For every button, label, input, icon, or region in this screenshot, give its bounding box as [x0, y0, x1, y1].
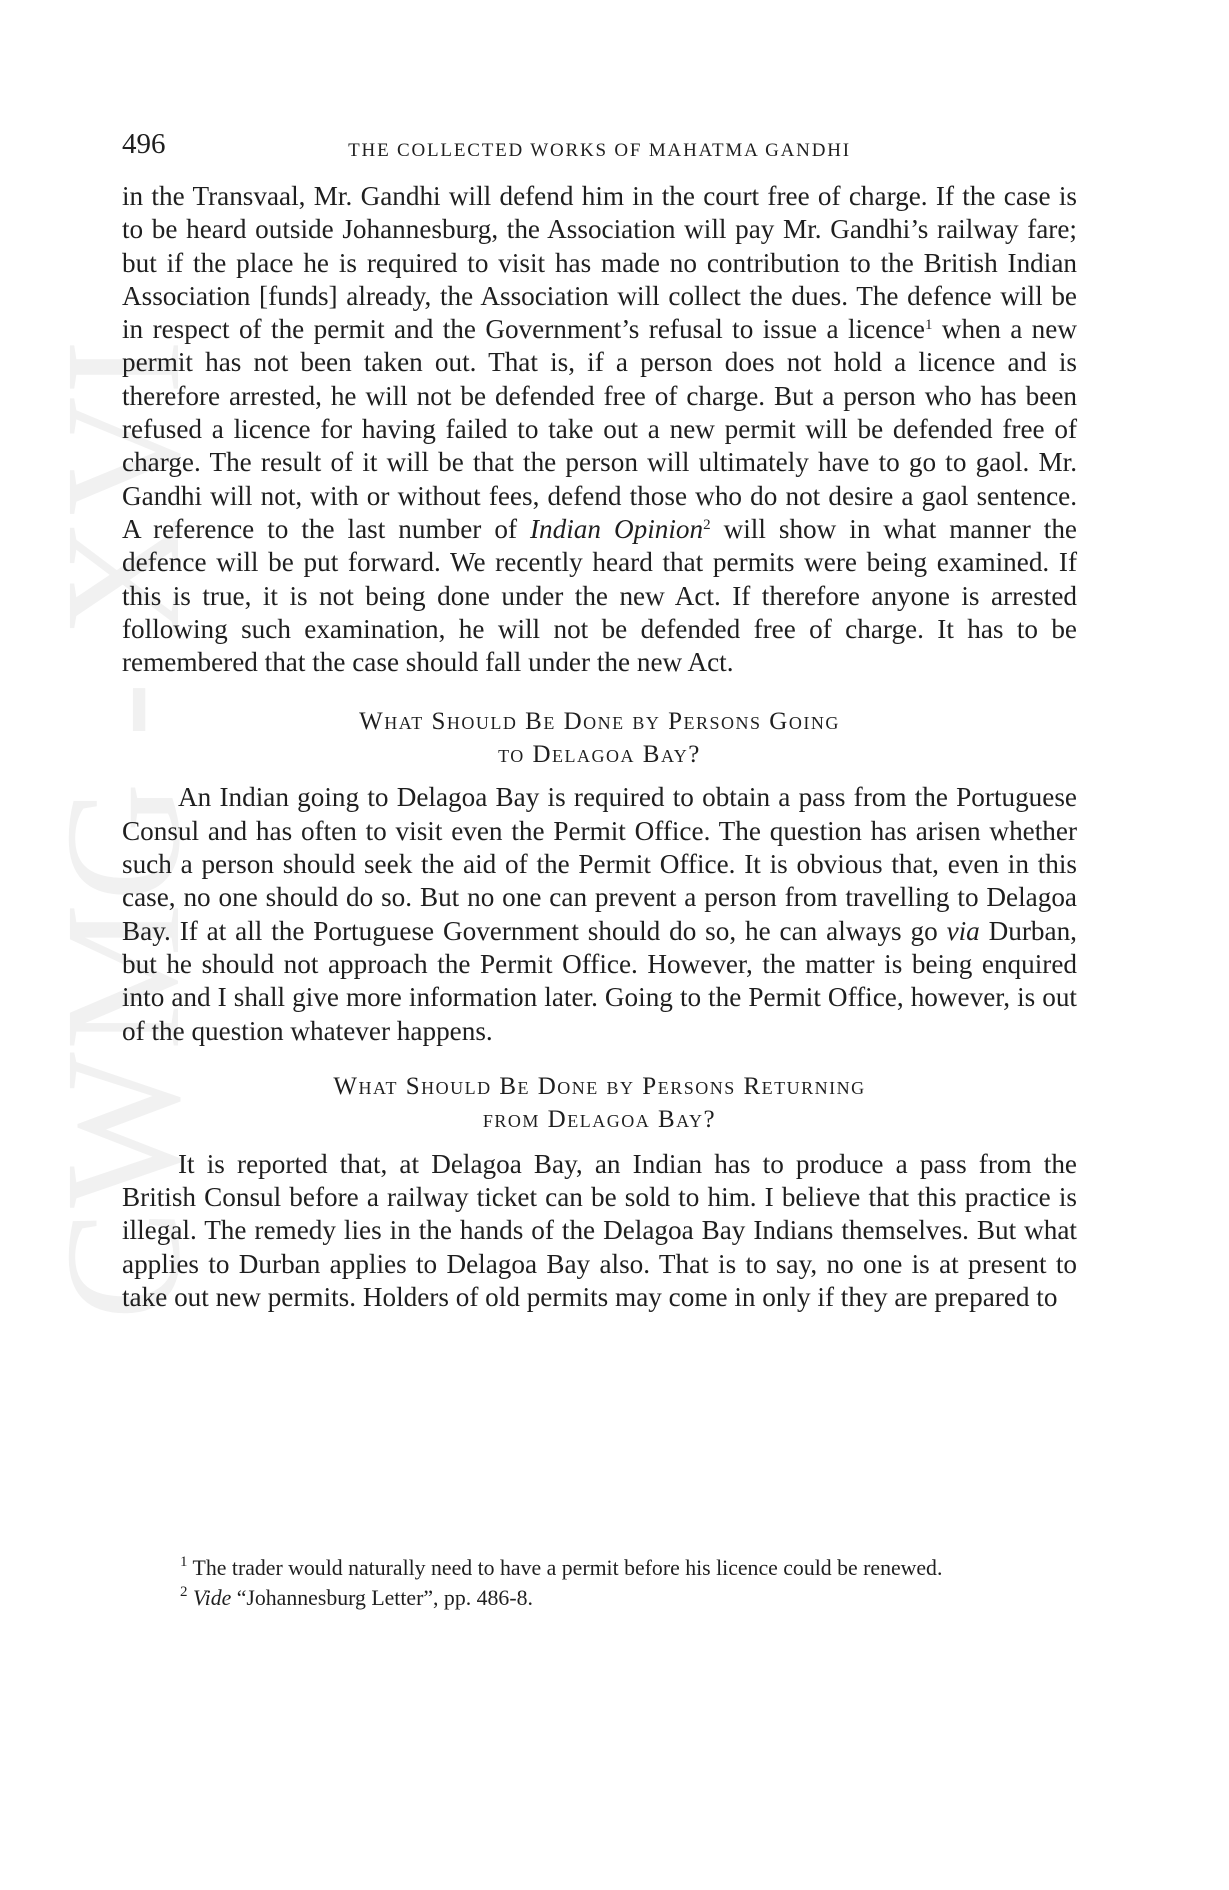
section-heading-going — [122, 705, 1077, 771]
footnote-ref-1: 1 — [924, 317, 933, 334]
paragraph-3: It is reported that, at Delagoa Bay, an Indian has to produce a pass from the British Consul before a railway ticket can be sold to him. I believe that this practice is illegal. The remedy lies in the hands of the Delagoa Bay Indians themselves. But what applies to Durban applies to Delagoa Bay also. That is to say, no one is at present to take out new permits. Holders of old permits may come in only if they are prepared to — [122, 1148, 1077, 1313]
page-number: 496 — [122, 128, 166, 160]
watermark: CWMG - XVI — [31, 337, 214, 1320]
section-heading-returning — [122, 1070, 1077, 1136]
section-heading-going-line-2: to Delagoa Bay? — [498, 741, 701, 769]
publication-title: Indian Opinion — [530, 513, 704, 544]
section-heading-going-line-1: What Should Be Done by Persons Going — [359, 708, 840, 736]
paragraph-2: An Indian going to Delagoa Bay is required to obtain a pass from the Portuguese Consul and has often to visit even the Permit Office. The question has arisen whether such a person should seek the aid of the Permit Office. It is obvious that, even in this case, no one should do so. But no one can prevent a person from travelling to Delagoa Bay. If at all the Portuguese Government should do so, he can always go via Durban, but he should not approach the Permit Office. However, the matter is being enquired into and I shall give more information later. Going to the Permit Office, however, is out of the question whatever happens. — [122, 782, 1077, 1046]
footnote-ref-2: 2 — [703, 516, 711, 533]
paragraph-1: in the Transvaal, Mr. Gandhi will defend him in the court free of charge. If the case is to be heard outside Johannesburg, the Association will pay Mr. Gandhi’s railway fare; but if the place he is required to visit has made no contribution to the British Indian Association [funds] already, the Association will collect the dues. The defence will be in respect of the permit and the Government’s refusal to issue a licence$^1$ when a new permit has not been taken out. That is, if a person does not hold a licence and is therefore arrested, he will not be defended free of charge. But a person who has been refused a licence for having failed to take out a new permit will be defended free of charge. The result of it will be that the person will ultimately have to go to gaol. Mr. Gandhi will not, with or without fees, defend those who do not desire a gaol sentence. A reference to the last number of Indian Opinion$^2$ will show in what manner the defence will be put forward. We recently heard that permits were being examined. If this is true, it is not being done under the new Act. If therefore anyone is arrested following such examination, he will not be defended free of charge. It has to be remembered that the case should fall under the new Act. — [122, 181, 1077, 678]
page-header — [122, 128, 1077, 168]
body-text — [122, 180, 1077, 1314]
running-head: THE COLLECTED WORKS OF MAHATMA GANDHI — [348, 140, 851, 161]
section-heading-returning-line-2: from Delagoa Bay? — [482, 1105, 717, 1133]
footnote-1: $^1$ The trader would naturally need to have a permit before his licence could be renewed. — [180, 1554, 943, 1580]
footnotes — [122, 1553, 1077, 1613]
italic-via: via — [946, 915, 980, 946]
section-heading-returning-line-1: What Should Be Done by Persons Returning — [333, 1072, 866, 1100]
footnote-2: $^2$ Vide “Johannesburg Letter”, pp. 486-8. — [180, 1584, 533, 1610]
